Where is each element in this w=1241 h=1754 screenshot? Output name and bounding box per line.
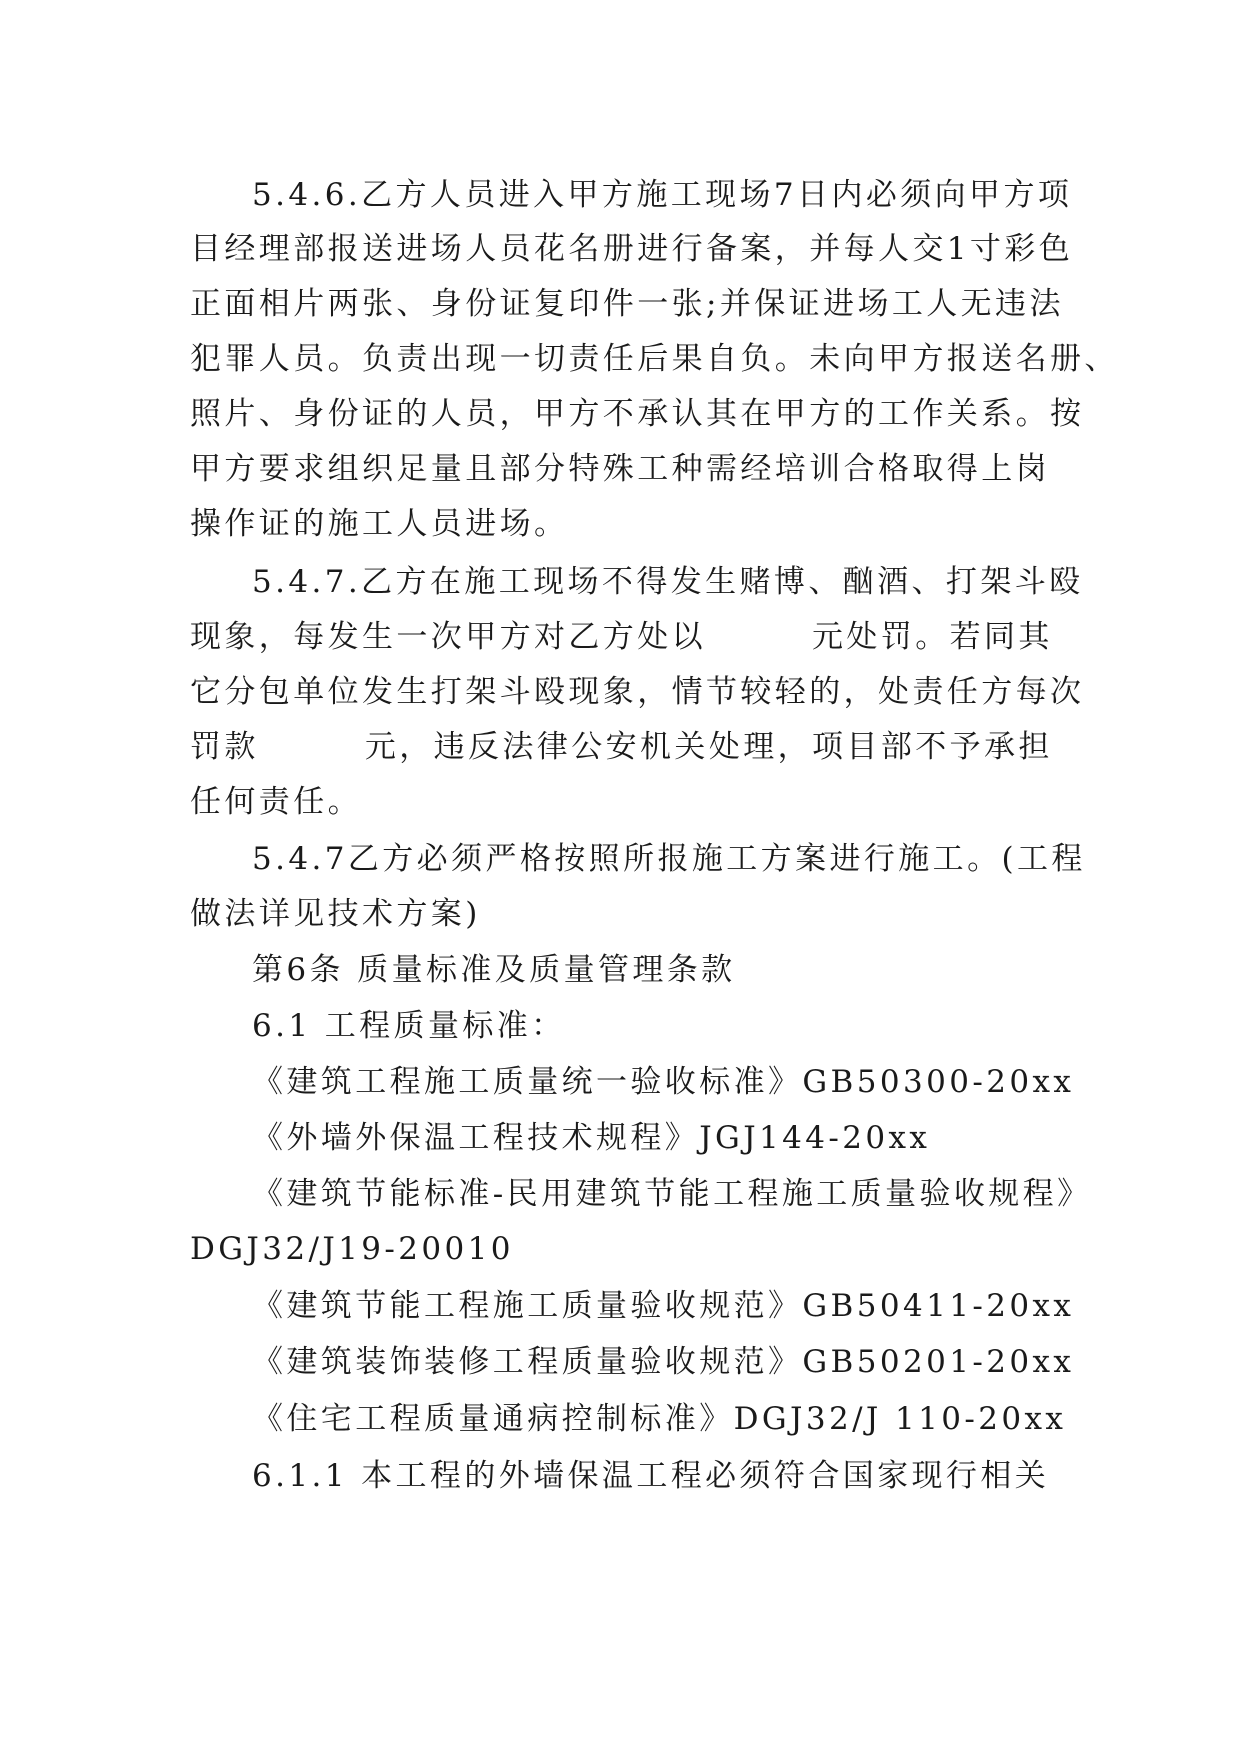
standard-item: 《建筑工程施工质量统一验收标准》GB50300-20xx [252,1064,1075,1100]
paragraph-line: 它分包单位发生打架斗殴现象，情节较轻的，处责任方每次 [190,674,1085,710]
subsection-heading: 6.1 工程质量标准： [252,1008,566,1044]
paragraph-line: 犯罪人员。负责出现一切责任后果自负。未向甲方报送名册、 [190,341,1119,377]
paragraph-line: 5.4.7乙方必须严格按照所报施工方案进行施工。(工程 [252,841,1086,877]
paragraph-line: 罚款 元，违反法律公安机关处理，项目部不予承担 [190,729,1053,765]
paragraph-line: 操作证的施工人员进场。 [190,506,569,542]
paragraph-line: 目经理部报送进场人员花名册进行备案，并每人交1寸彩色 [190,231,1074,267]
paragraph-line: 照片、身份证的人员，甲方不承认其在甲方的工作关系。按 [190,396,1085,432]
standard-item-code: DGJ32/J19-20010 [190,1231,514,1267]
section-heading: 第6条 质量标准及质量管理条款 [252,952,736,988]
paragraph-line: 5.4.6.乙方人员进入甲方施工现场7日内必须向甲方项 [252,177,1073,213]
paragraph-line: 现象，每发生一次甲方对乙方处以 元处罚。若同其 [190,619,1053,655]
paragraph-line: 甲方要求组织足量且部分特殊工种需经培训合格取得上岗 [190,451,1050,487]
standard-item: 《外墙外保温工程技术规程》JGJ144-20xx [252,1120,931,1156]
paragraph-line: 5.4.7.乙方在施工现场不得发生赌博、酗酒、打架斗殴 [252,564,1084,600]
paragraph-line: 正面相片两张、身份证复印件一张;并保证进场工人无违法 [190,286,1064,322]
paragraph-line: 做法详见技术方案) [190,896,481,932]
standard-item: 《建筑节能标准-民用建筑节能工程施工质量验收规程》 [252,1176,1092,1212]
standard-item: 《建筑节能工程施工质量验收规范》GB50411-20xx [252,1288,1075,1324]
paragraph-line: 任何责任。 [190,784,362,820]
paragraph-line: 6.1.1 本工程的外墙保温工程必须符合国家现行相关 [252,1458,1050,1494]
standard-item: 《住宅工程质量通病控制标准》DGJ32/J 110-20xx [252,1401,1067,1437]
standard-item: 《建筑装饰装修工程质量验收规范》GB50201-20xx [252,1344,1075,1380]
